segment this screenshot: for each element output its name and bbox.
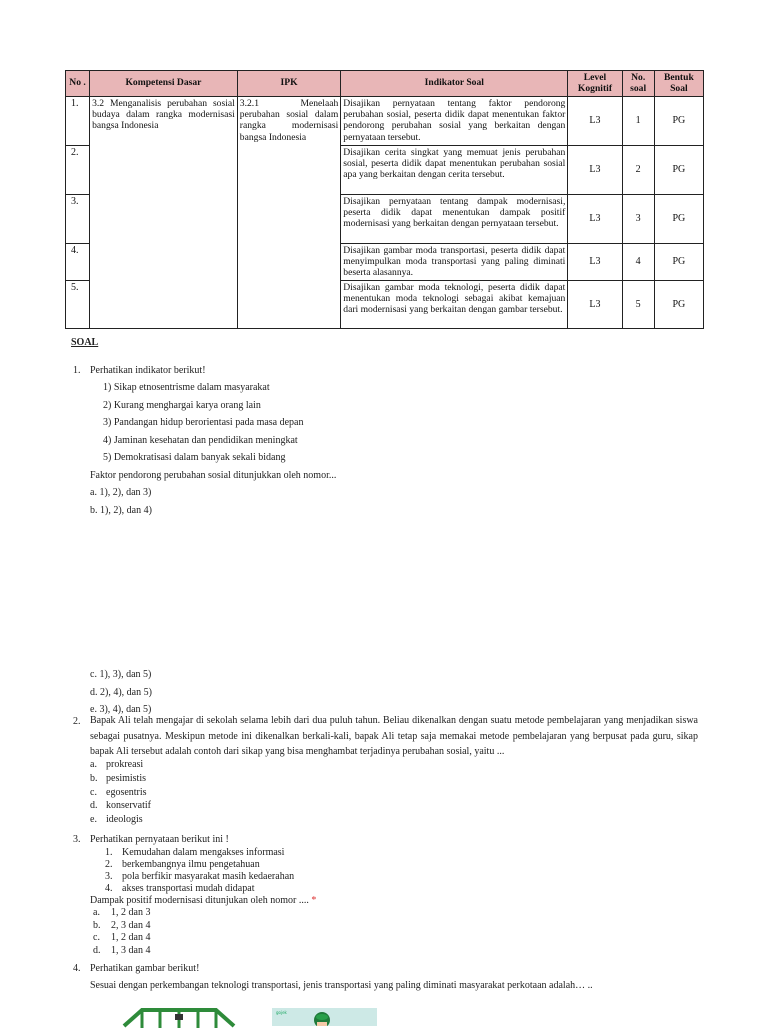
q1-question: Faktor pendorong perubahan sosial ditunjukkan oleh nomor... xyxy=(90,470,337,481)
header-kompetensi-dasar: Kompetensi Dasar xyxy=(90,71,238,97)
q2-option-letter: a. xyxy=(90,759,97,770)
q3-question xyxy=(90,895,316,907)
q3-item: Kemudahan dalam mengakses informasi xyxy=(122,847,285,858)
indikator-cell: Disajikan pernyataan tentang dampak modernisasi, peserta didik dapat menentukan dampak positif modernisasi yang berkaitan dengan pernyataan tersebut. xyxy=(341,195,568,244)
q3-option-a[interactable]: 1, 2 dan 3 xyxy=(111,907,151,918)
q1-item: 1) Sikap etnosentrisme dalam masyarakat xyxy=(103,382,270,393)
q1-item: 2) Kurang menghargai karya orang lain xyxy=(103,400,261,411)
q3-item: akses transportasi mudah didapat xyxy=(122,883,255,894)
row-no: 2. xyxy=(66,146,90,195)
header-indikator-soal: Indikator Soal xyxy=(341,71,568,97)
header-ipk: IPK xyxy=(237,71,340,97)
kompetensi-dasar-cell: 3.2 Menganalisis perubahan sosial budaya dalam rangka modernisasi bangsa Indonesia xyxy=(90,97,238,329)
q3-option-c[interactable]: 1, 2 dan 4 xyxy=(111,932,151,943)
bentuk-cell: PG xyxy=(654,97,703,146)
q2-option-d[interactable]: konservatif xyxy=(106,800,151,811)
table-header-row xyxy=(66,71,704,97)
bentuk-cell: PG xyxy=(654,146,703,195)
header-no-soal: No. soal xyxy=(622,71,654,97)
q2-option-a[interactable]: prokreasi xyxy=(106,759,144,770)
q3-number: 3. xyxy=(73,834,81,845)
q4-prompt: Perhatikan gambar berikut! xyxy=(90,963,200,974)
q2-option-letter: d. xyxy=(90,800,98,811)
header-bentuk-soal: Bentuk Soal xyxy=(654,71,703,97)
no-soal-cell: 2 xyxy=(622,146,654,195)
q1-option-b[interactable]: b. 1), 2), dan 4) xyxy=(90,505,152,516)
q2-option-c[interactable]: egosentris xyxy=(106,787,147,798)
q3-item-number: 3. xyxy=(105,871,113,882)
q3-item-number: 1. xyxy=(105,847,113,858)
q2-option-letter: c. xyxy=(90,787,97,798)
q3-option-letter: d. xyxy=(93,945,101,956)
q4-number: 4. xyxy=(73,963,81,974)
q1-item: 5) Demokratisasi dalam banyak sekali bidang xyxy=(103,452,286,463)
row-no: 5. xyxy=(66,281,90,329)
q2-option-e[interactable]: ideologis xyxy=(106,814,143,825)
q1-option-d[interactable]: d. 2), 4), dan 5) xyxy=(90,687,152,698)
q2-text: Bapak Ali telah mengajar di sekolah selama lebih dari dua puluh tahun. Beliau dikenalkan dengan suatu metode pembelajaran yang menjadikan siswa sebagai pusatnya. Meskipun metode ini dikenalkan berkali-kali, bapak Ali tetap saja memakai metode pembelajaran yang berpusat pada guru, sikap bapak Ali tersebut adalah contoh dari sikap yang bisa menghambat terjadinya perubahan sosial, yaitu ... xyxy=(90,715,698,757)
soal-heading: SOAL xyxy=(71,337,99,348)
bentuk-cell: PG xyxy=(654,244,703,281)
q4-question: Sesuai dengan perkembangan teknologi transportasi, jenis transportasi yang paling diminati masyarakat perkotaan adalah… .. xyxy=(90,980,593,991)
q1-option-a[interactable]: a. 1), 2), dan 3) xyxy=(90,487,152,498)
q2-option-letter: e. xyxy=(90,814,97,825)
header-level-kognitif: Level Kognitif xyxy=(568,71,622,97)
bentuk-cell: PG xyxy=(654,195,703,244)
q3-option-letter: b. xyxy=(93,920,101,931)
level-cell: L3 xyxy=(568,97,622,146)
q1-item: 3) Pandangan hidup berorientasi pada masa depan xyxy=(103,417,304,428)
q2-option-letter: b. xyxy=(90,773,98,784)
level-cell: L3 xyxy=(568,195,622,244)
required-mark: * xyxy=(311,895,317,906)
q2-option-b[interactable]: pesimistis xyxy=(106,773,147,784)
q3-option-letter: a. xyxy=(93,907,100,918)
rider-illustration xyxy=(272,1008,377,1026)
q3-option-letter: c. xyxy=(93,932,100,943)
q1-number: 1. xyxy=(73,365,81,376)
level-cell: L3 xyxy=(568,244,622,281)
q3-prompt: Perhatikan pernyataan berikut ini ! xyxy=(90,834,229,845)
row-no: 3. xyxy=(66,195,90,244)
header-no: No . xyxy=(66,71,90,97)
bentuk-cell: PG xyxy=(654,281,703,329)
q3-option-d[interactable]: 1, 3 dan 4 xyxy=(111,945,151,956)
level-cell: L3 xyxy=(568,281,622,329)
q3-item: berkembangnya ilmu pengetahuan xyxy=(122,859,260,870)
table-row xyxy=(66,97,704,146)
kisi-kisi-table xyxy=(65,70,704,329)
q3-item-number: 4. xyxy=(105,883,113,894)
q1-item: 4) Jaminan kesehatan dan pendidikan meningkat xyxy=(103,435,298,446)
image-logo-text: gojek xyxy=(276,1010,287,1015)
indikator-cell: Disajikan gambar moda transportasi, peserta didik dapat menyimpulkan moda transportasi yang paling diminati beserta alasannya. xyxy=(341,244,568,281)
q1-prompt: Perhatikan indikator berikut! xyxy=(90,365,206,376)
indikator-cell: Disajikan gambar moda teknologi, peserta didik dapat menentukan moda teknologi sebagai akibat kemajuan dari modernisasi yang berkaitan dengan gambar tersebut. xyxy=(341,281,568,329)
q2-number: 2. xyxy=(73,716,81,727)
bridge-image xyxy=(120,1004,238,1028)
indikator-cell: Disajikan cerita singkat yang memuat jenis perubahan sosial, peserta didik dapat menentukan perubahan sosial apa yang berkaitan dengan cerita tersebut. xyxy=(341,146,568,195)
q3-option-b[interactable]: 2, 3 dan 4 xyxy=(111,920,151,931)
q3-item-number: 2. xyxy=(105,859,113,870)
ipk-cell: 3.2.1 Menelaah perubahan sosial dalam rangka modernisasi bangsa Indonesia xyxy=(237,97,340,329)
ojek-online-image xyxy=(272,1008,377,1026)
indikator-cell: Disajikan pernyataan tentang faktor pendorong perubahan sosial, peserta didik dapat menentukan faktor pendorong perubahan sosial yang berkaitan dengan pernyataan tersebut. xyxy=(341,97,568,146)
row-no: 4. xyxy=(66,244,90,281)
q3-question-text: Dampak positif modernisasi ditunjukan oleh nomor .... xyxy=(90,895,309,906)
no-soal-cell: 1 xyxy=(622,97,654,146)
level-cell: L3 xyxy=(568,146,622,195)
no-soal-cell: 5 xyxy=(622,281,654,329)
q1-option-e[interactable]: e. 3), 4), dan 5) xyxy=(90,704,152,715)
no-soal-cell: 3 xyxy=(622,195,654,244)
no-soal-cell: 4 xyxy=(622,244,654,281)
q1-option-c[interactable]: c. 1), 3), dan 5) xyxy=(90,669,152,680)
q3-item: pola berfikir masyarakat masih kedaerahan xyxy=(122,871,295,882)
row-no: 1. xyxy=(66,97,90,146)
